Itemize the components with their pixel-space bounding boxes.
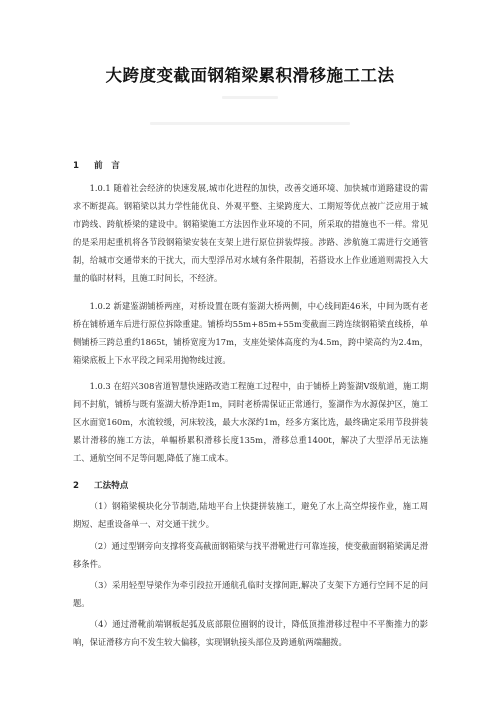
paragraph-text: 在绍兴308省道智慧快速路改造工程施工过程中，由于铺桥上跨鉴湖V级航道，施工期间不封航，铺桥与既有鉴湖大桥净距1m，同时老桥需保证正常通行，鉴湖作为水源保护区，施工区水面宽160m，水流较缓，河床较浅，最大水深约1m，经多方案比选，最终确定采用节段拼装累计滑移的施工方法，单幅桥累积滑移长度135m，滑移总重1400t，解决了大型浮吊无法施工、通航空间不足等问题,降低了施工成本。 xyxy=(73,381,428,463)
section-2-heading xyxy=(73,479,128,491)
document-title: 大跨度变截面钢箱梁累积滑移施工工法 xyxy=(105,66,395,85)
faint-subtitle-line xyxy=(222,96,278,99)
section-heading-text: 工法特点 xyxy=(94,481,129,491)
faint-subtitle-line xyxy=(150,122,350,125)
paragraph-label: 1.0.2 xyxy=(89,301,111,311)
paragraph-1-0-1 xyxy=(73,179,428,287)
section-number: 1 xyxy=(73,161,79,171)
section-1-heading xyxy=(73,159,120,171)
feature-item-3: （3）采用轻型导梁作为牵引段拉开通航孔临时支撑间距,解决了支架下方通行空间不足的问题。 xyxy=(73,580,428,608)
feature-item-2: （2）通过型钢旁向支撑将变高截面钢箱梁与找平滑靴进行可靠连接，使变截面钢箱梁满足滑移条件。 xyxy=(73,541,428,569)
feature-item-1: （1）钢箱梁模块化分节制造,陆地平台上快捷拼装施工，避免了水上高空焊接作业，施工周期短、起重设备单一、对交通干扰少。 xyxy=(73,501,428,529)
paragraph-text: 随着社会经济的快速发展,城市化进程的加快，改善交通环境、加快城市道路建设的需求不断提高。钢箱梁以其力学性能优良、外观平整、主梁跨度大、工期短等优点被广泛应用于城市跨线、跨航桥梁的建设中。钢箱梁施工方法因作业环境的不同，所采取的措施也不一样。常见的是采用起重机将各节段钢箱梁安装在支架上进行原位拼装焊接。涉路、涉航施工需进行交通管制，给城市交通带来的干扰大，而大型浮吊对水域有条件限制，若搭设水上作业通道则需投入大量的临时材料，且施工时间长，不经济。 xyxy=(73,183,428,283)
paragraph-label: 1.0.3 xyxy=(89,381,111,391)
feature-item-4: （4）通过滑靴前端钢板起弧及底部限位圈钢的设计，降低顶推滑移过程中不平衡推力的影响，保证滑移方向不发生较大偏移，实现钢轨接头部位及跨通航两端翻拨。 xyxy=(73,619,428,647)
paragraph-1-0-3 xyxy=(73,377,428,467)
paragraph-text: 新建鉴湖铺桥两座，对桥设置在既有鉴湖大桥两侧，中心线间距46米，中间为既有老桥在铺桥通车后进行原位拆除重建。铺桥均55m+85m+55m变截面三跨连续钢箱梁直线桥，单侧铺桥三跨总重约1865t，铺桥宽度为17m，支座处梁体高度约为4.5m，跨中梁高约为2.4m，箱梁底板上下水平段之间采用抛物线过渡。 xyxy=(73,301,429,365)
section-heading-text: 前 言 xyxy=(94,161,120,171)
paragraph-1-0-2 xyxy=(73,297,428,369)
section-number: 2 xyxy=(73,481,79,491)
paragraph-label: 1.0.1 xyxy=(89,183,111,193)
